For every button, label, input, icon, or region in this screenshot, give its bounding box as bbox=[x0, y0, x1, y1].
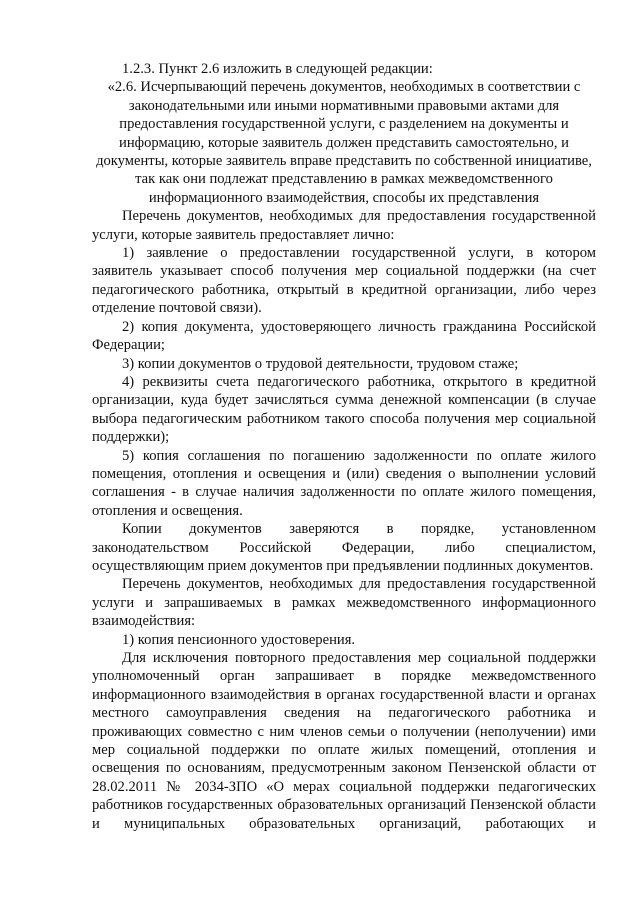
paragraph-interagency-intro: Перечень документов, необходимых для предоставления государственной услуги и запрашиваемых в рамках межведомственного информационного взаимодействия: bbox=[92, 576, 596, 630]
list-item-identity-copy: 2) копия документа, удостоверяющего личность гражданина Российской Федерации; bbox=[92, 318, 596, 354]
list-item-bank-details: 4) реквизиты счета педагогического работника, открытого в кредитной организации, куда будет зачисляться сумма денежной компенсации (в случае выбора педагогическим работником такого способа получения мер социальной поддержки); bbox=[92, 373, 596, 446]
list-item-debt-agreement: 5) копия соглашения по погашению задолженности по оплате жилого помещения, отопления и освещения и (или) сведения о выполнении условий соглашения - в случае наличия задолженности по оплате жилого помещения, отопления и освещения. bbox=[92, 447, 596, 519]
paragraph-duplicate-prevention: Для исключения повторного предоставления мер социальной поддержки уполномоченный орган запрашивает в порядке межведомственного информационного взаимодействия в органах государственной власти и органах местного самоуправления сведения на педагогического работника и проживающих совместно с ним членов семьи о получении (неполучении) ими мер социальной поддержки по оплате жилых помещений, отопления и освещения по основаниям, предусмотренным законом Пензенской области от 28.02.2011 № 2034-ЗПО «О мерах социальной поддержки педагогических работников государственных образовательных организаций Пензенской области и муниципальных образовательных организаций, работающих и bbox=[92, 650, 596, 832]
paragraph-personal-docs-intro: Перечень документов, необходимых для предоставления государственной услуги, которые заявитель предоставляет лично: bbox=[92, 208, 596, 243]
document-page bbox=[92, 60, 596, 833]
section-title: «2.6. Исчерпывающий перечень документов, необходимых в соответствии с законодательными или иными нормативными правовыми актами для предоставления государственной услуги, с разделением на документы и информацию, которые заявитель должен представить самостоятельно, и документы, которые заявитель вправе представить по собственной инициативе, так как они подлежат представлению в рамках межведомственного информационного взаимодействия, способы их представления bbox=[96, 79, 592, 206]
list-item-pension-certificate: 1) копия пенсионного удостоверения. bbox=[122, 631, 356, 648]
list-item-application: 1) заявление о предоставлении государственной услуги, в котором заявитель указывает способ получения мер социальной поддержки (на счет педагогического работника, открытый в кредитной организации, либо через отделение почтовой связи). bbox=[92, 245, 596, 317]
paragraph-certification: Копии документов заверяются в порядке, установленном законодательством Российской Федерации, либо специалистом, осуществляющим прием документов при предъявлении подлинных документов. bbox=[92, 521, 596, 574]
list-item-employment-docs: 3) копии документов о трудовой деятельности, трудовом стаже; bbox=[122, 355, 519, 372]
clause-heading: 1.2.3. Пункт 2.6 изложить в следующей редакции: bbox=[122, 61, 433, 77]
